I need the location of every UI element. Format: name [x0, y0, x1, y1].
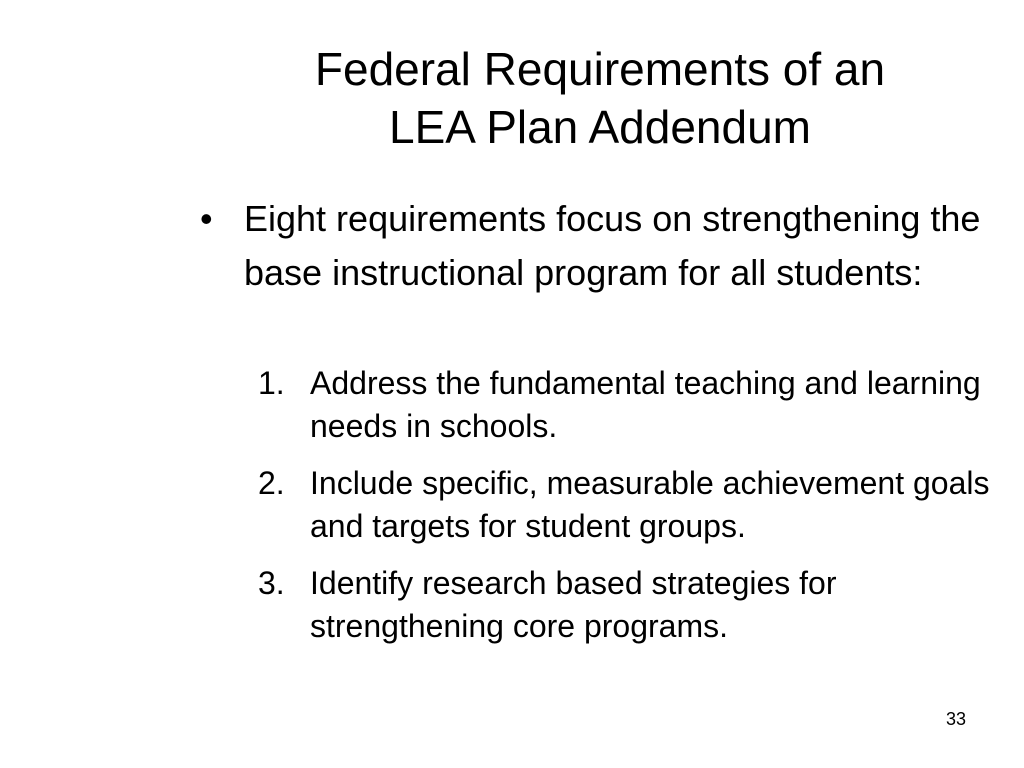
page-number: 33: [946, 709, 967, 729]
list-item-number: 3.: [258, 565, 285, 601]
list-item: [258, 362, 1008, 448]
slide-title-line-2: LEA Plan Addendum: [389, 101, 811, 153]
list-item-text: Include specific, measurable achievement goals and targets for student groups.: [310, 465, 990, 544]
list-item-text: Identify research based strategies for strengthening core programs.: [310, 565, 837, 644]
list-item: [258, 562, 1008, 648]
list-item-number: 2.: [258, 465, 285, 501]
requirements-list: [258, 362, 1008, 662]
bullet-text: Eight requirements focus on strengthening the base instructional program for all students:: [244, 198, 981, 293]
list-item: [258, 462, 1008, 548]
list-item-text: Address the fundamental teaching and learning needs in schools.: [310, 365, 981, 444]
list-item-number: 1.: [258, 365, 285, 401]
slide-title-line-1: Federal Requirements of an: [314, 43, 886, 95]
bullet-marker: •: [200, 198, 213, 239]
main-bullet: [200, 192, 1000, 300]
slide-title: [200, 40, 1000, 156]
